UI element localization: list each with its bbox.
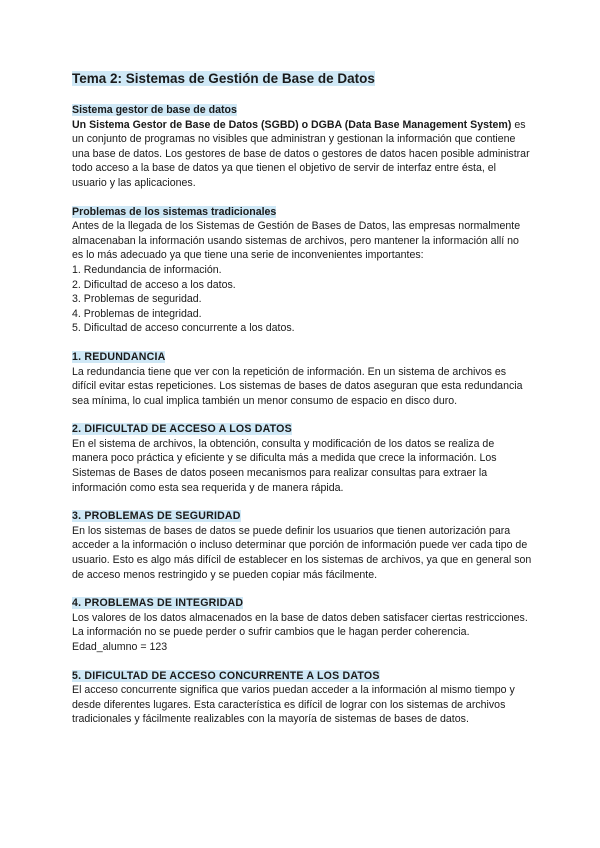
section-heading <box>72 509 532 524</box>
section-heading-text: 5. DIFICULTAD DE ACCESO CONCURRENTE A LOS DATOS <box>72 669 380 682</box>
sgbd-section <box>72 103 532 191</box>
section-text: En el sistema de archivos, la obtención, consulta y modificación de los datos se realiza de manera poco práctica y eficiente y se dificulta más a medida que crece la información. Los Sistemas de Bases de datos poseen mecanismos para realizar consultas para extraer la información como esta sea requerida y de manera rápida. <box>72 437 497 494</box>
page-title <box>72 70 532 87</box>
sgbd-heading <box>72 103 532 118</box>
section-text: Los valores de los datos almacenados en la base de datos deben satisfacer ciertas restricciones. La información no se puede perder o sufrir cambios que le hagan perder coherencia. Edad_alumno = 123 <box>72 611 528 653</box>
section-heading-text: 4. PROBLEMAS DE INTEGRIDAD <box>72 597 244 610</box>
section-heading <box>72 669 532 684</box>
sgbd-definition-rest: es un conjunto de programas no visibles que administran y gestionan la información que contiene una base de datos. Los gestores de base de datos o gestores de datos hacen posible administrar todo acceso a la base de datos ya que tienen el objetivo de servir de interfaz entre ésta, el usuario y las aplicaciones. <box>72 118 530 189</box>
list-item: 2. Dificultad de acceso a los datos. <box>72 278 236 291</box>
section-text: En los sistemas de bases de datos se puede definir los usuarios que tienen autorización para acceder a la información o incluso determinar que porción de información puede ver cada tipo de usuario. Esto es algo más difícil de establecer en los sistemas de archivos, ya que en general son de acceso menos restringido y se pueden copiar más fácilmente. <box>72 524 532 581</box>
problems-section <box>72 205 532 336</box>
problems-heading-text: Problemas de los sistemas tradicionales <box>72 205 277 218</box>
section-heading-text: 3. PROBLEMAS DE SEGURIDAD <box>72 510 241 523</box>
sgbd-definition <box>72 118 532 191</box>
sgbd-heading-text: Sistema gestor de base de datos <box>72 104 237 116</box>
list-item: 3. Problemas de seguridad. <box>72 293 202 306</box>
section-heading <box>72 350 532 365</box>
section-concurrente <box>72 669 532 727</box>
section-heading <box>72 596 532 611</box>
list-item: 1. Redundancia de información. <box>72 263 222 276</box>
problems-intro: Antes de la llegada de los Sistemas de Gestión de Bases de Datos, las empresas normalmente almacenaban la información usando sistemas de archivos, pero mantener la información allí no es lo más adecuado ya que tiene una serie de inconvenientes importantes: <box>72 220 521 262</box>
list-item: 4. Problemas de integridad. <box>72 307 202 320</box>
section-dificultad-acceso <box>72 422 532 495</box>
list-item: 5. Dificultad de acceso concurrente a los datos. <box>72 322 295 335</box>
problems-heading <box>72 205 532 220</box>
section-seguridad <box>72 509 532 582</box>
section-heading-text: 1. REDUNDANCIA <box>72 350 166 363</box>
section-redundancia <box>72 350 532 408</box>
section-heading <box>72 422 532 437</box>
section-text: El acceso concurrente significa que varios puedan acceder a la información al mismo tiempo y desde diferentes lugares. Esta característica es difícil de lograr con los sistemas de archivos tradicionales y fácilmente realizables con la mayoría de sistemas de bases de datos. <box>72 684 515 726</box>
document-body <box>72 70 532 741</box>
section-text: La redundancia tiene que ver con la repetición de información. En un sistema de archivos es difícil evitar estas repeticiones. Los sistemas de bases de datos aseguran que esta redundancia sea mínima, lo cual implica también un menor consumo de espacio en disco duro. <box>72 365 523 407</box>
sgbd-definition-bold: Un Sistema Gestor de Base de Datos (SGBD) o DGBA (Data Base Management System) <box>72 118 512 131</box>
section-integridad <box>72 596 532 654</box>
page-title-text: Tema 2: Sistemas de Gestión de Base de Datos <box>72 71 375 86</box>
section-heading-text: 2. DIFICULTAD DE ACCESO A LOS DATOS <box>72 423 292 436</box>
